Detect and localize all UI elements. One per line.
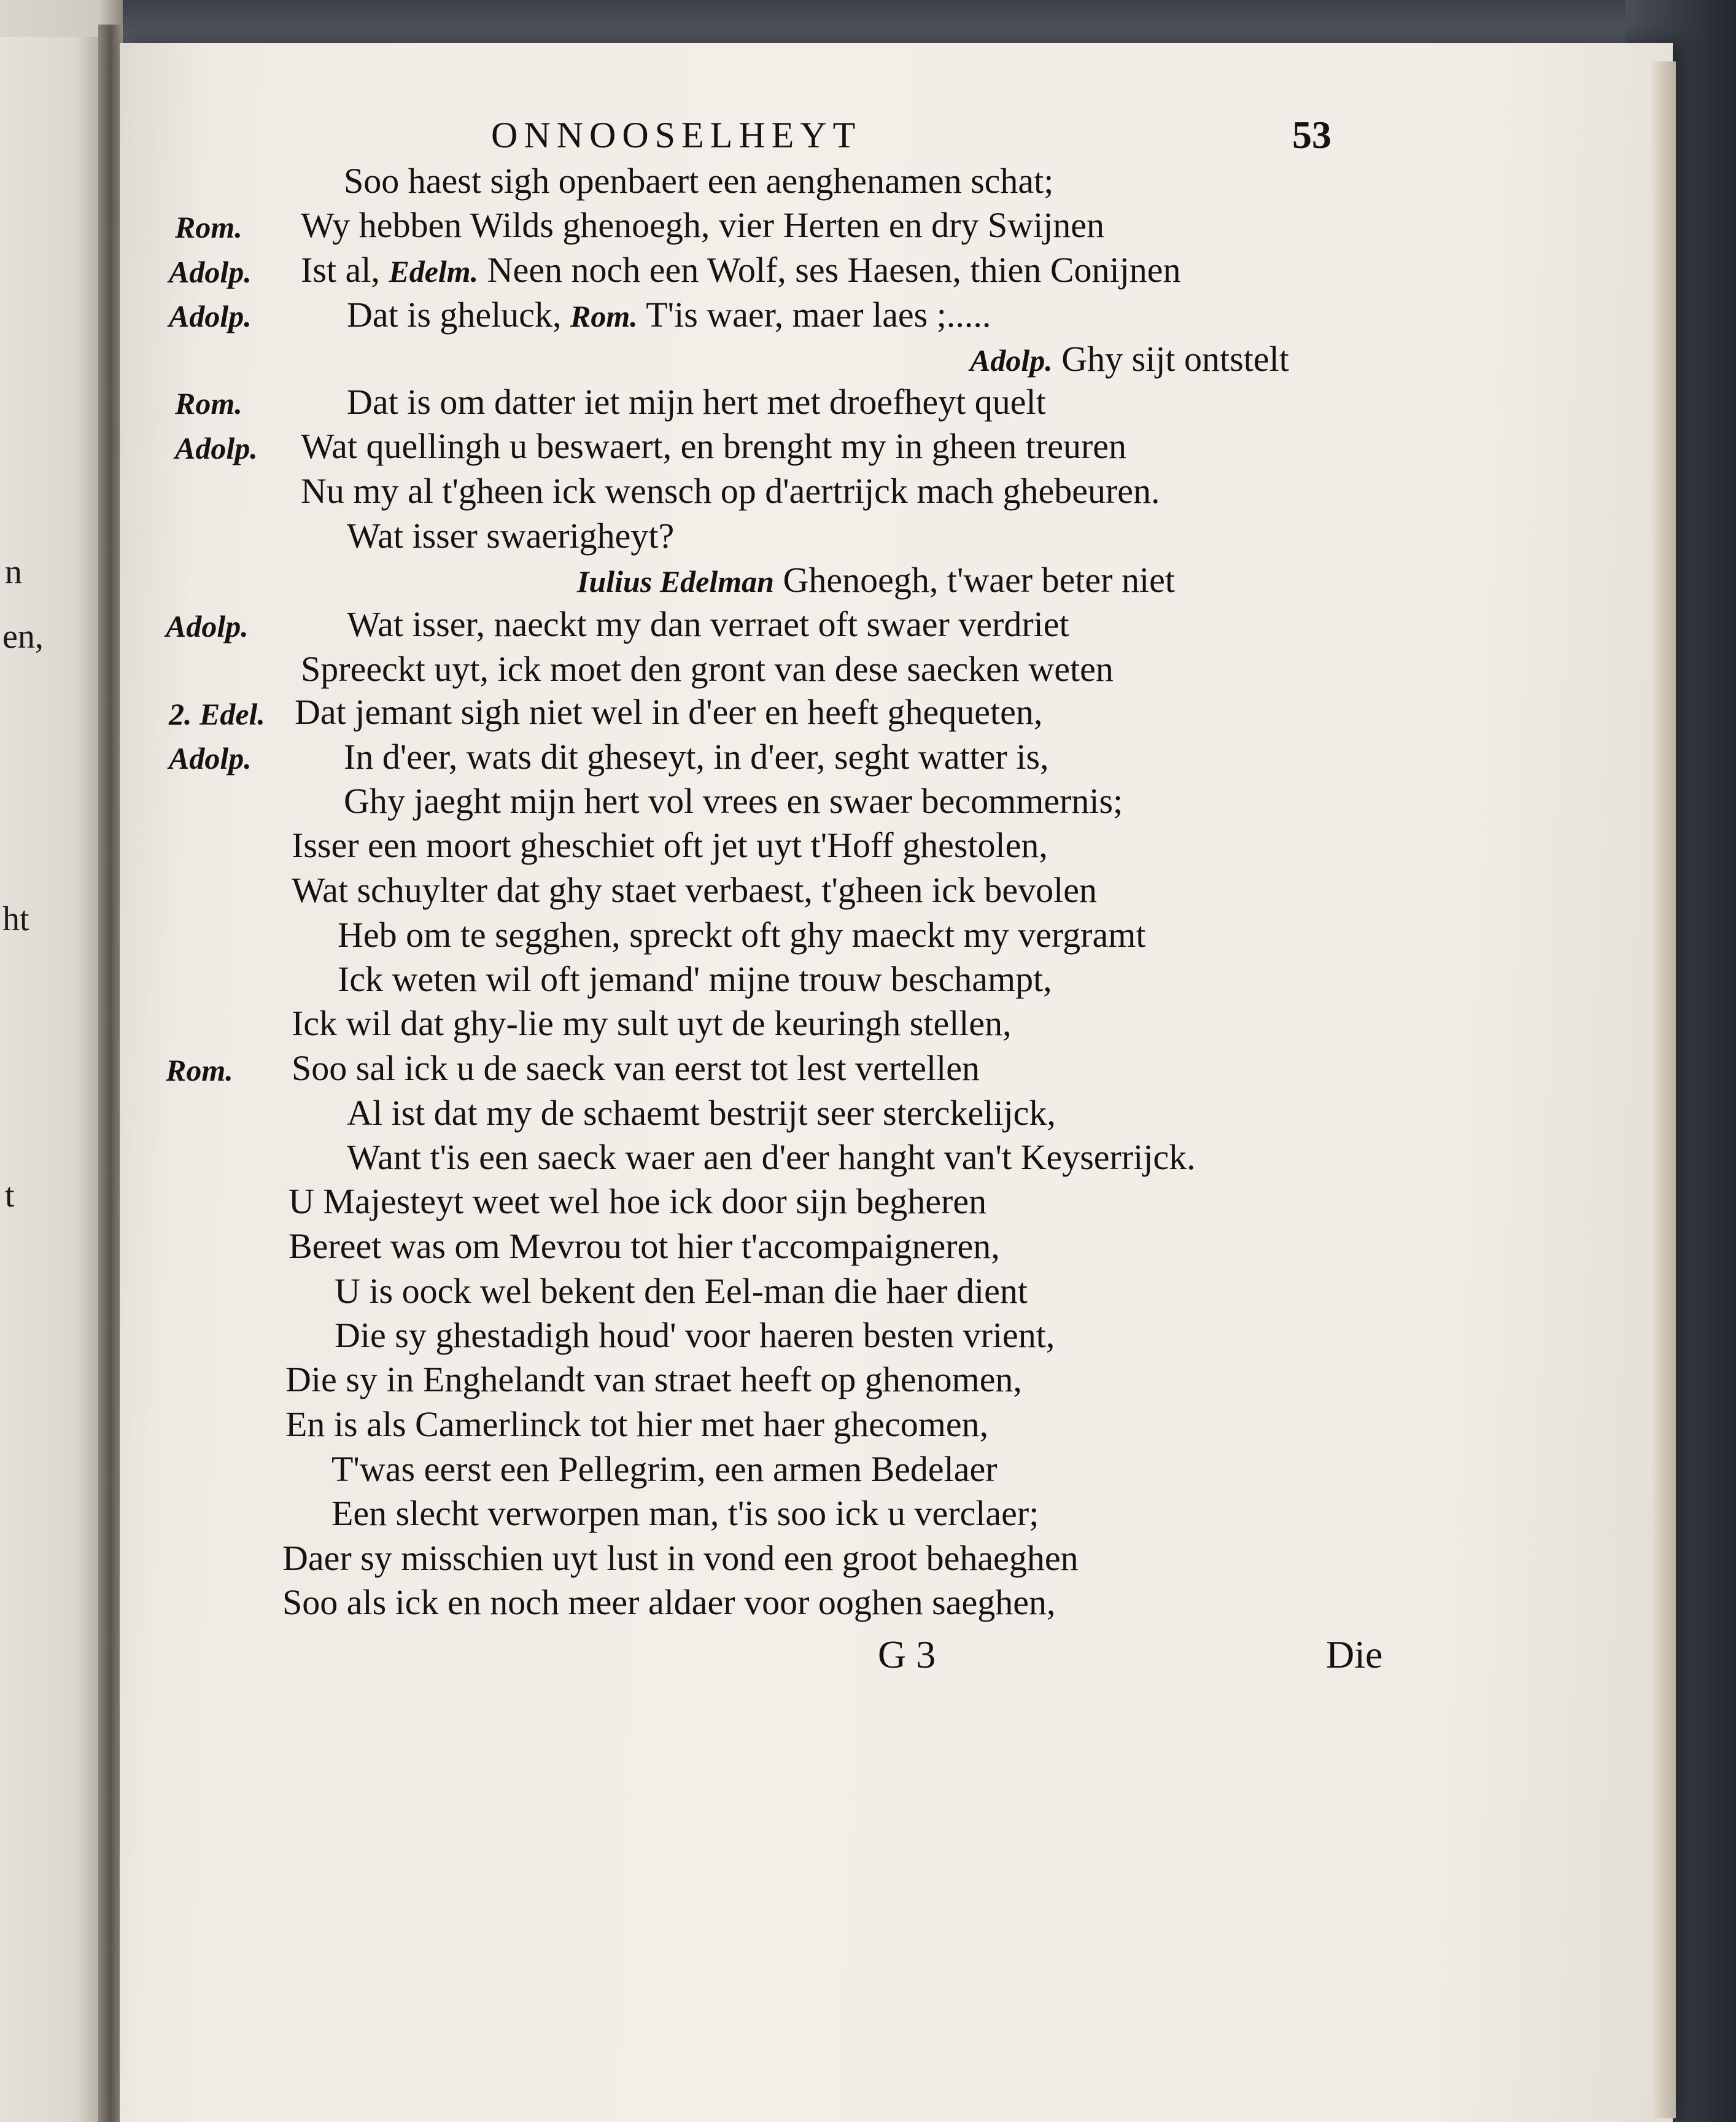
verse-line: Isser een moort gheschiet oft jet uyt t'Hoff ghestolen, bbox=[292, 825, 1048, 865]
inline-speaker: Iulius Edelman bbox=[577, 564, 774, 599]
speaker-label: Adolp. bbox=[169, 741, 252, 775]
verse-line: Ghy jaeght mijn hert vol vrees en swaer becommernis; bbox=[344, 781, 1123, 821]
verse-line: Iulius Edelman Ghenoegh, t'waer beter niet bbox=[577, 560, 1175, 600]
speaker-label: Adolp. bbox=[169, 255, 252, 289]
verse-line: Nu my al t'gheen ick wensch op d'aertrijck mach ghebeuren. bbox=[301, 471, 1160, 511]
catchword: Die bbox=[1326, 1633, 1383, 1676]
verse-line: In d'eer, wats dit gheseyt, in d'eer, seght watter is, bbox=[344, 737, 1049, 777]
inline-speaker: Adolp. bbox=[970, 343, 1053, 378]
verse-line: Ick weten wil oft jemand' mijne trouw beschampt, bbox=[338, 959, 1052, 999]
verse-line: Die sy in Enghelandt van straet heeft op ghenomen, bbox=[285, 1359, 1022, 1399]
left-page-fragment: t bbox=[5, 1176, 15, 1215]
speaker-label: 2. Edel. bbox=[169, 697, 265, 731]
verse-line: Ist al, Edelm. Neen noch een Wolf, ses Haesen, thien Conijnen bbox=[301, 250, 1181, 290]
verse-line: Al ist dat my de schaemt bestrijt seer sterckelijck, bbox=[347, 1093, 1056, 1133]
left-page-edge bbox=[0, 37, 107, 2122]
book-gutter bbox=[98, 25, 123, 2122]
verse-line: Dat is om datter iet mijn hert met droefheyt quelt bbox=[347, 382, 1046, 422]
verse-line: Spreeckt uyt, ick moet den gront van dese saecken weten bbox=[301, 649, 1114, 689]
left-page-fragment: n bbox=[5, 553, 22, 591]
verse-line: U Majesteyt weet wel hoe ick door sijn begheren bbox=[289, 1181, 987, 1221]
speaker-label: Adolp. bbox=[169, 299, 252, 333]
speaker-label: Rom. bbox=[166, 1053, 233, 1087]
running-title: ONNOOSELHEYT bbox=[491, 115, 862, 155]
verse-line: Soo sal ick u de saeck van eerst tot lest vertellen bbox=[292, 1048, 980, 1088]
verse-line: Een slecht verworpen man, t'is soo ick u verclaer; bbox=[331, 1493, 1039, 1533]
verse-line: Wat quellingh u beswaert, en brenght my in gheen treuren bbox=[301, 426, 1127, 466]
verse-line: Die sy ghestadigh houd' voor haeren besten vrient, bbox=[335, 1315, 1055, 1355]
verse-line: Daer sy misschien uyt lust in vond een groot behaeghen bbox=[282, 1538, 1079, 1578]
verse-line: Soo haest sigh openbaert een aenghenamen schat; bbox=[344, 161, 1054, 201]
verse-line: Soo als ick en noch meer aldaer voor ooghen saeghen, bbox=[282, 1582, 1056, 1622]
verse-line: Want t'is een saeck waer aen d'eer hanght van't Keyserrijck. bbox=[347, 1137, 1196, 1177]
verse-line: Ick wil dat ghy-lie my sult uyt de keuringh stellen, bbox=[292, 1003, 1012, 1043]
verse-line: Heb om te segghen, spreckt oft ghy maeckt my vergramt bbox=[338, 915, 1146, 955]
verse-line: Wy hebben Wilds ghenoegh, vier Herten en dry Swijnen bbox=[301, 205, 1105, 245]
page-edge bbox=[1651, 61, 1676, 2118]
inline-speaker: Edelm. bbox=[389, 254, 479, 289]
verse-line: T'was eerst een Pellegrim, een armen Bedelaer bbox=[331, 1449, 998, 1489]
speaker-label: Rom. bbox=[175, 210, 242, 244]
verse-line: Wat isser swaerigheyt? bbox=[347, 516, 675, 556]
verse-line: Adolp. Ghy sijt ontstelt bbox=[970, 339, 1289, 379]
verse-line: Dat jemant sigh niet wel in d'eer en heeft ghequeten, bbox=[295, 692, 1043, 732]
inline-speaker: Rom. bbox=[570, 299, 638, 333]
page-number: 53 bbox=[1292, 113, 1331, 157]
verse-line: Wat isser, naeckt my dan verraet oft swaer verdriet bbox=[347, 604, 1069, 644]
speaker-label: Rom. bbox=[175, 386, 242, 421]
verse-line: Bereet was om Mevrou tot hier t'accompaigneren, bbox=[289, 1226, 1000, 1266]
left-page-fragment: ht bbox=[2, 900, 29, 938]
signature-mark: G 3 bbox=[878, 1633, 936, 1676]
verse-line: Wat schuylter dat ghy staet verbaest, t'gheen ick bevolen bbox=[292, 870, 1097, 910]
verse-line: Dat is gheluck, Rom. T'is waer, maer laes ;..... bbox=[347, 295, 991, 335]
verse-line: En is als Camerlinck tot hier met haer ghecomen, bbox=[285, 1404, 989, 1444]
speaker-label: Adolp. bbox=[175, 431, 258, 465]
left-page-fragment: en, bbox=[2, 618, 44, 656]
speaker-label: Adolp. bbox=[166, 609, 249, 643]
verse-line: U is oock wel bekent den Eel-man die haer dient bbox=[335, 1271, 1028, 1311]
